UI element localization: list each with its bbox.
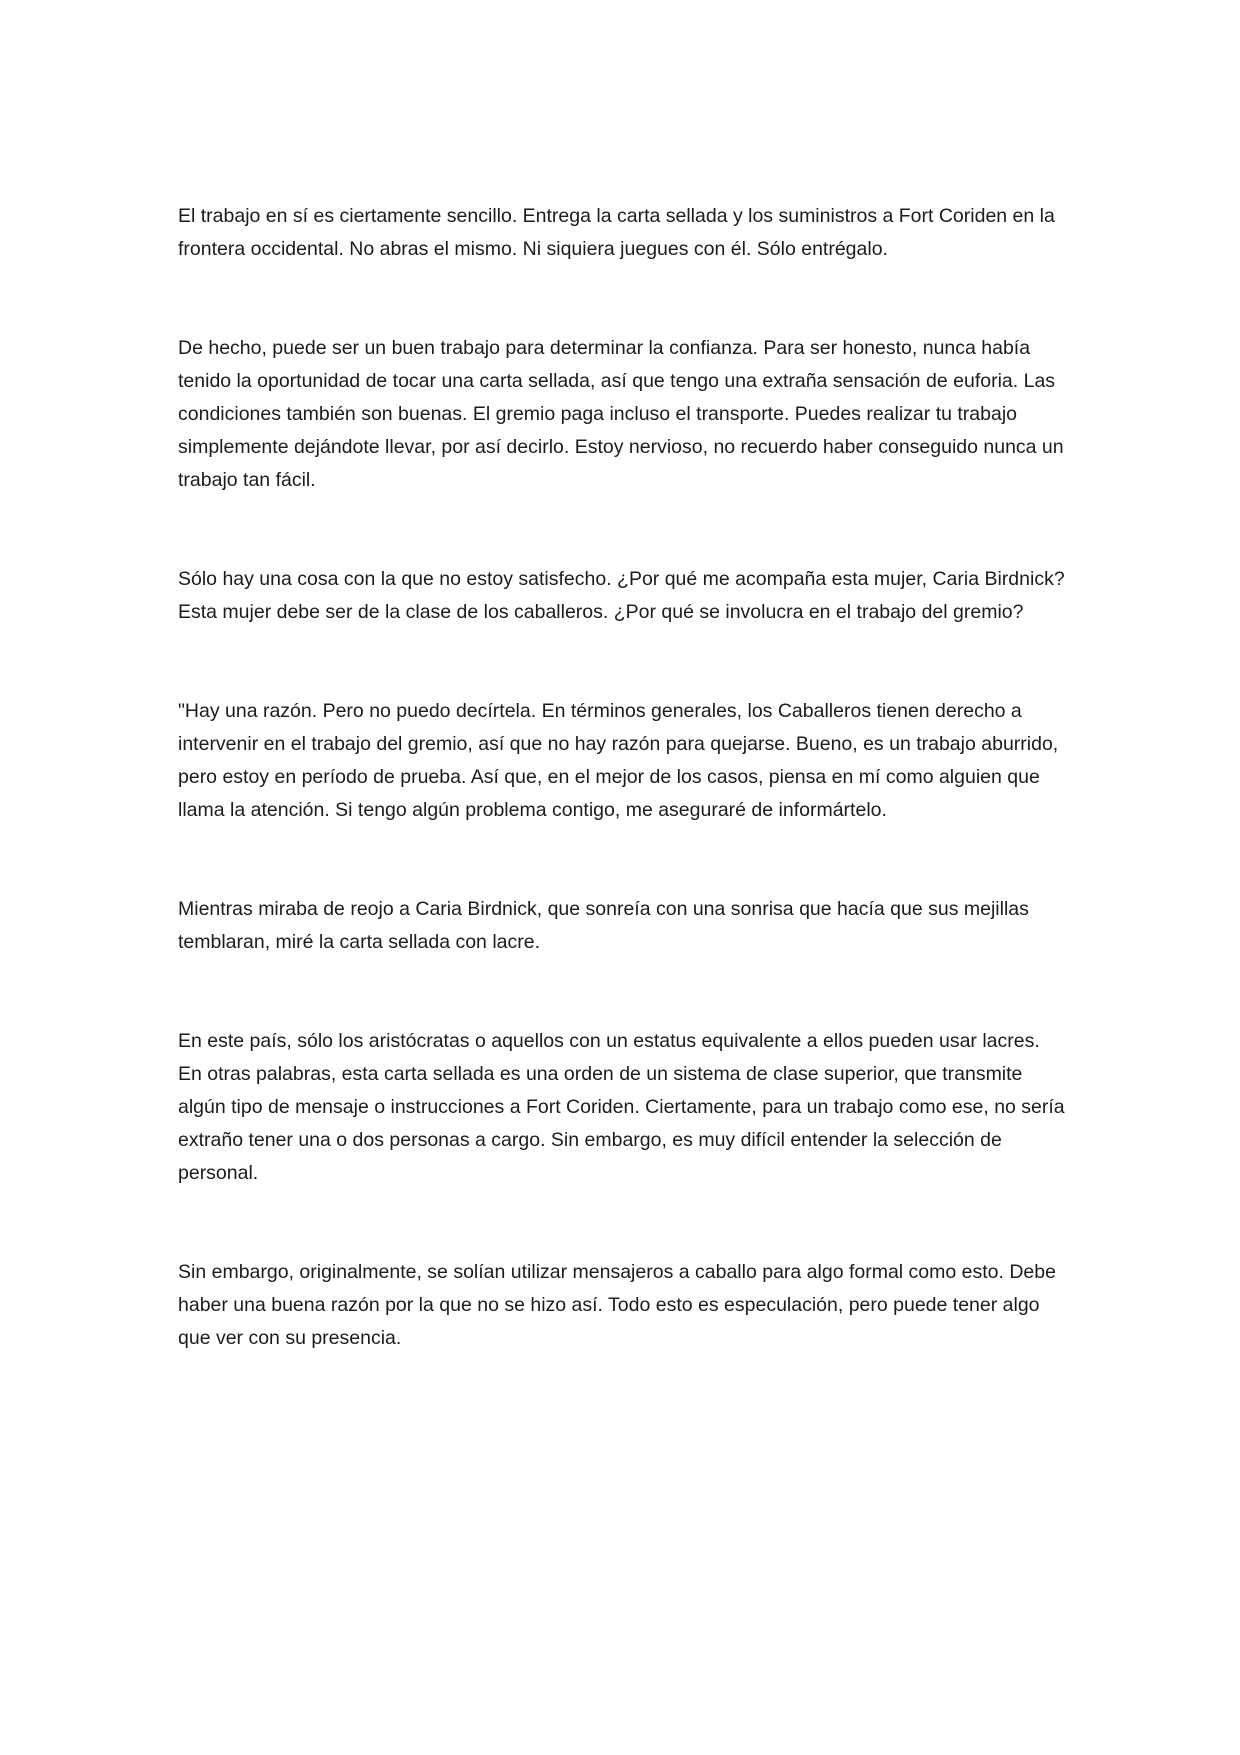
paragraph-2: De hecho, puede ser un buen trabajo para determinar la confianza. Para ser honesto, nunca había tenido la oportunidad de tocar una carta sellada, así que tengo una extraña sensación de euforia. Las condiciones también son buenas. El gremio paga incluso el transporte. Puedes realizar tu trabajo simplemente dejándote llevar, por así decirlo. Estoy nervioso, no recuerdo haber conseguido nunca un trabajo tan fácil. (178, 337, 1064, 491)
paragraph-3: Sólo hay una cosa con la que no estoy satisfecho. ¿Por qué me acompaña esta mujer, Caria Birdnick? Esta mujer debe ser de la clase de los caballeros. ¿Por qué se involucra en el trabajo del gremio? (178, 568, 1065, 623)
paragraph-5: Mientras miraba de reojo a Caria Birdnick, que sonreía con una sonrisa que hacía que sus mejillas temblaran, miré la carta sellada con lacre. (178, 898, 1029, 953)
paragraph-1: El trabajo en sí es ciertamente sencillo. Entrega la carta sellada y los suministros a Fort Coriden en la frontera occidental. No abras el mismo. Ni siquiera juegues con él. Sólo entrégalo. (178, 205, 1055, 260)
paragraph-7: Sin embargo, originalmente, se solían utilizar mensajeros a caballo para algo formal como esto. Debe haber una buena razón por la que no se hizo así. Todo esto es especulación, pero puede tener algo que ver con su presencia. (178, 1261, 1056, 1349)
paragraph-4: "Hay una razón. Pero no puedo decírtela. En términos generales, los Caballeros tienen derecho a intervenir en el trabajo del gremio, así que no hay razón para quejarse. Bueno, es un trabajo aburrido, pero estoy en período de prueba. Así que, en el mejor de los casos, piensa en mí como alguien que llama la atención. Si tengo algún problema contigo, me aseguraré de informártelo. (178, 700, 1059, 821)
document-body (178, 200, 1068, 1421)
paragraph-6: En este país, sólo los aristócratas o aquellos con un estatus equivalente a ellos pueden usar lacres. En otras palabras, esta carta sellada es una orden de un sistema de clase superior, que transmite algún tipo de mensaje o instrucciones a Fort Coriden. Ciertamente, para un trabajo como ese, no sería extraño tener una o dos personas a cargo. Sin embargo, es muy difícil entender la selección de personal. (178, 1030, 1065, 1184)
